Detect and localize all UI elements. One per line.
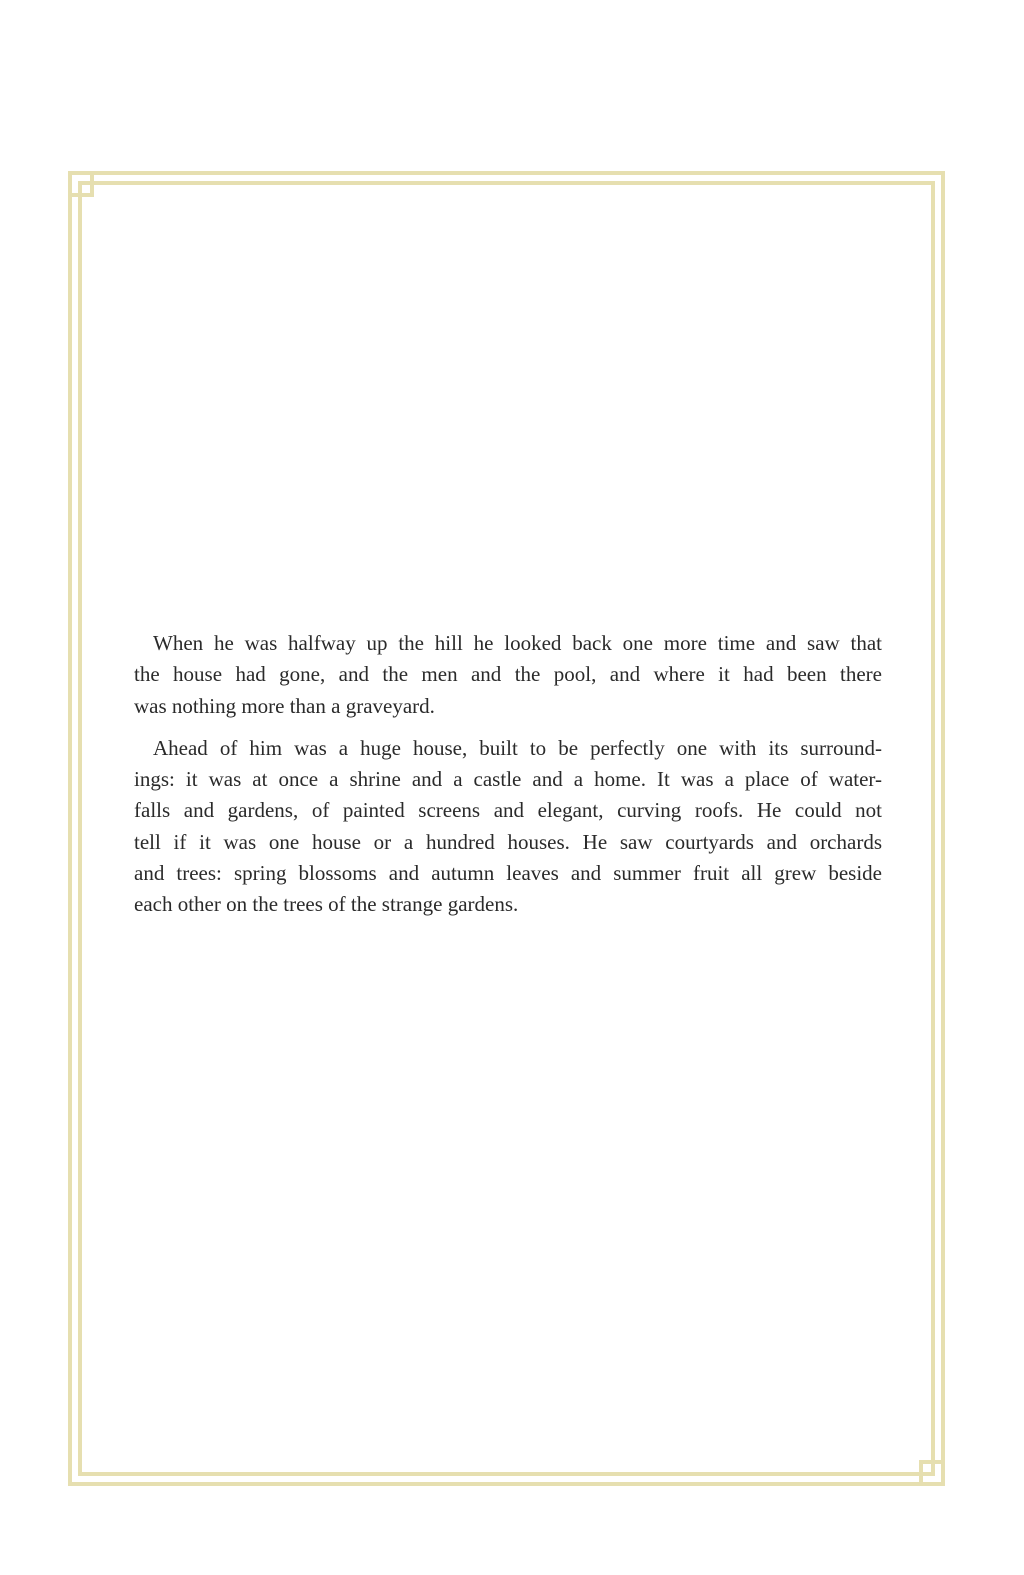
text-line: each other on the trees of the strange gardens. — [134, 892, 519, 917]
text-line: was nothing more than a graveyard. — [134, 693, 435, 718]
text-line: Ahead of him was a huge house, built to be perfectly one with its surround- — [153, 735, 882, 760]
corner-ornament-top-left — [70, 173, 92, 195]
text-line: falls and gardens, of painted screens and elegant, curving roofs. He could not — [134, 798, 882, 823]
text-line: ings: it was at once a shrine and a castle and a home. It was a place of water- — [134, 767, 882, 792]
text-line: tell if it was one house or a hundred houses. He saw courtyards and orchards — [134, 829, 882, 854]
paragraph-2 — [134, 733, 882, 921]
body-text — [134, 628, 882, 921]
paragraph-1 — [134, 628, 882, 722]
corner-ornament-bottom-right — [921, 1462, 943, 1484]
text-line: the house had gone, and the men and the pool, and where it had been there — [134, 662, 882, 687]
text-line: and trees: spring blossoms and autumn leaves and summer fruit all grew beside — [134, 861, 882, 886]
text-line: When he was halfway up the hill he looked back one more time and saw that — [153, 631, 882, 655]
